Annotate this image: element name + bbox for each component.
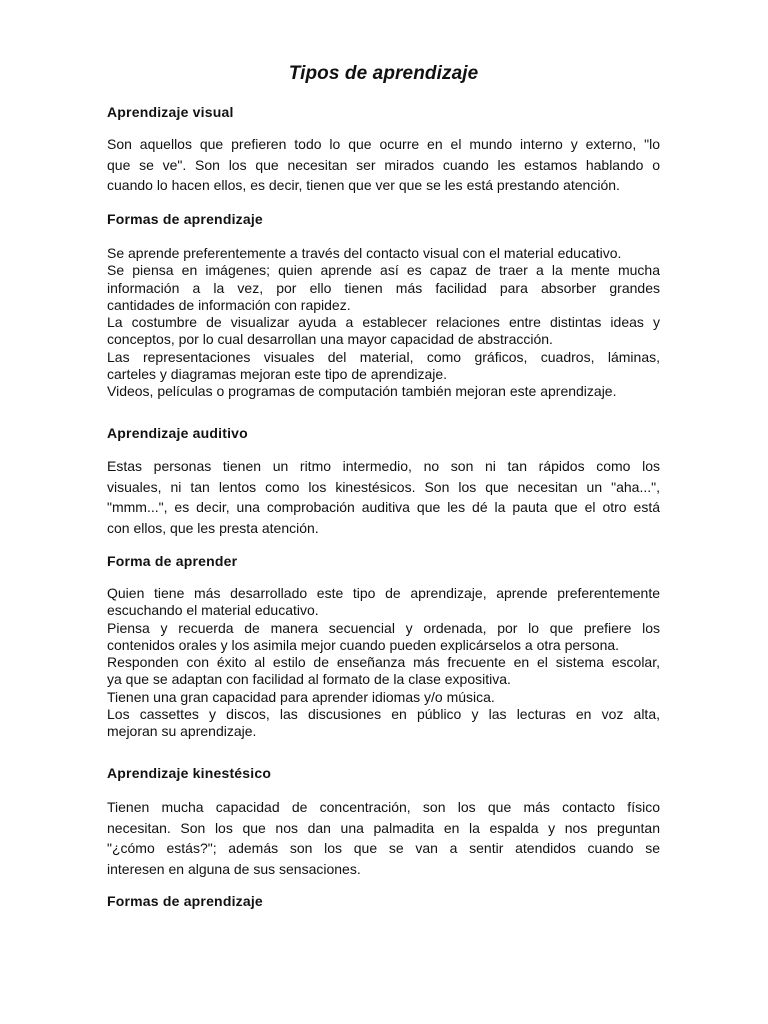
text-line: Tienen mucha capacidad de concentración, son los que más contacto físico: [107, 799, 660, 815]
paragraph-formas-visual: [107, 245, 660, 401]
text-line: Videos, películas o programas de computación también mejoran este aprendizaje.: [107, 383, 617, 400]
section-heading-forma-aprender: Forma de aprender: [107, 553, 238, 569]
text-line: La costumbre de visualizar ayuda a establecer relaciones entre distintas ideas y: [107, 314, 660, 331]
paragraph-auditivo: [107, 456, 660, 538]
text-line: contenidos orales y los asimila mejor cuando pueden explicárselos a otra persona.: [107, 636, 620, 653]
text-line: carteles y diagramas mejoran este tipo de aprendizaje.: [107, 366, 448, 383]
text-line: Responden con éxito al estilo de enseñanza más frecuente en el sistema escolar,: [107, 654, 660, 671]
text-line: Estas personas tienen un ritmo intermedio, no son ni tan rápidos como los: [107, 458, 660, 474]
text-line: Las representaciones visuales del material, como gráficos, cuadros, láminas,: [107, 348, 660, 365]
text-line: con ellos, que les presta atención.: [107, 519, 319, 536]
document-title: Tipos de aprendizaje: [288, 63, 479, 84]
text-line: información a la vez, por ello tienen más facilidad para absorber grandes: [107, 279, 660, 296]
text-line: "¿cómo estás?"; además son los que se van a sentir atendidos cuando se: [107, 840, 660, 856]
text-line: Tienen una gran capacidad para aprender idiomas y/o música.: [107, 688, 495, 705]
text-line: Piensa y recuerda de manera secuencial y ordenada, por lo que prefiere los: [107, 619, 660, 636]
text-line: cuando lo hacen ellos, es decir, tienen que ver que se les está prestando atención.: [107, 177, 620, 193]
text-line: interesen en alguna de sus sensaciones.: [107, 860, 361, 877]
section-heading-formas-kinestesico: Formas de aprendizaje: [107, 893, 263, 909]
section-heading-formas-visual: Formas de aprendizaje: [107, 211, 263, 227]
paragraph-kinestesico: [107, 797, 660, 879]
text-line: Son aquellos que prefieren todo lo que ocurre en el mundo interno y externo, "lo: [107, 136, 660, 152]
text-line: Los cassettes y discos, las discusiones en público y las lecturas en voz alta,: [107, 706, 660, 723]
text-line: necesitan. Son los que nos dan una palmadita en la espalda y nos preguntan: [107, 819, 660, 836]
text-line: mejoran su aprendizaje.: [107, 723, 257, 740]
text-line: Quien tiene más desarrollado este tipo de aprendizaje, aprende preferentemente: [107, 585, 660, 601]
text-line: cantidades de información con rapidez.: [107, 296, 351, 313]
paragraph-visual: [107, 134, 660, 196]
paragraph-forma-aprender: [107, 585, 660, 741]
text-line: Se piensa en imágenes; quien aprende así es capaz de traer a la mente mucha: [107, 262, 660, 279]
text-line: Se aprende preferentemente a través del contacto visual con el material educativo.: [107, 245, 622, 261]
text-line: que se ve". Son los que necesitan ser mirados cuando les estamos hablando o: [107, 156, 660, 173]
text-line: visuales, ni tan lentos como los kinestésicos. Son los que necesitan un "aha...",: [107, 478, 660, 495]
text-line: ya que se adaptan con facilidad al formato de la clase expositiva.: [107, 671, 511, 688]
text-line: escuchando el material educativo.: [107, 602, 319, 619]
section-heading-visual: Aprendizaje visual: [107, 104, 234, 120]
text-line: "mmm...", es decir, una comprobación auditiva que les dé la pauta que el otro está: [107, 499, 660, 515]
section-heading-kinestesico: Aprendizaje kinestésico: [107, 765, 272, 781]
section-heading-auditivo: Aprendizaje auditivo: [107, 425, 248, 441]
text-line: conceptos, por lo cual desarrollan una mayor capacidad de abstracción.: [107, 331, 553, 348]
